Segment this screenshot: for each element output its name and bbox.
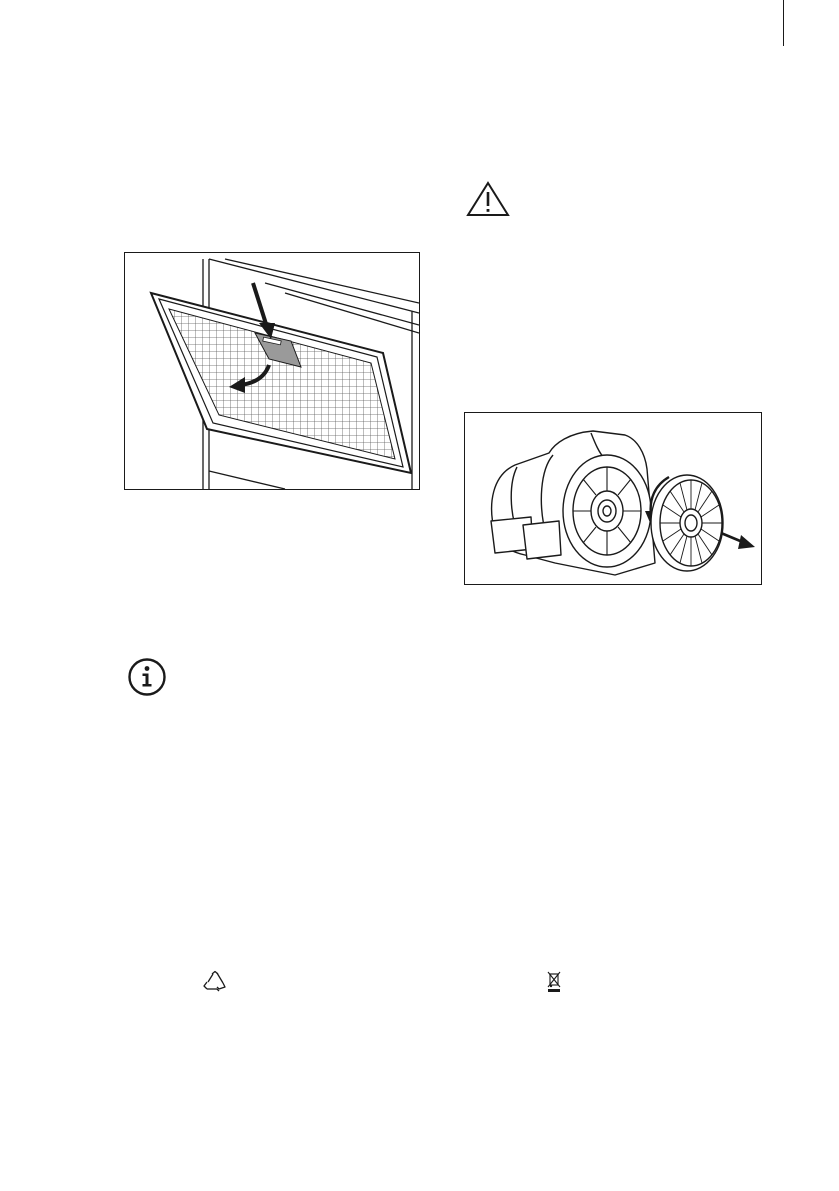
info-circle-icon [127,657,167,697]
grease-filter-figure [124,252,420,490]
warning-triangle-icon [466,181,510,217]
carbon-filter-figure [464,412,762,585]
page-edge-line [783,0,784,46]
crossed-bin-icon [546,971,562,993]
carbon-filter-disc [651,475,723,571]
pull-out-arrow [721,533,755,549]
recycle-icon [202,970,228,992]
